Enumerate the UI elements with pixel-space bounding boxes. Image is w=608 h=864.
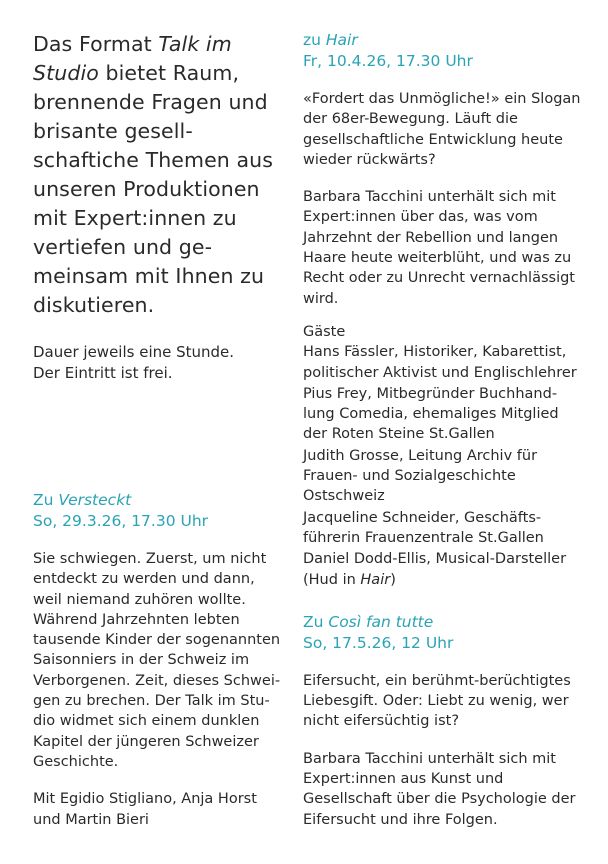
intro-body: bietet Raum, brennende Fragen und brisante gesellschaftiche Themen aus unseren Produktionen mit Expert:innen zu vertiefen und gemeinsam mit Ihnen zu diskutieren. [33, 61, 274, 317]
event-title-prefix: zu [303, 31, 326, 49]
intro-lead: Das Format [33, 32, 159, 56]
left-column [33, 30, 283, 830]
event-quote: «Fordert das Unmögliche!» ein Slogan der 68er-Bewegung. Läuft die gesellschaftliche Entwicklung heute wieder rückwärts? [303, 91, 581, 168]
guest-last-show: Hair [360, 571, 391, 588]
event-title-name: Versteckt [58, 491, 132, 509]
right-column [303, 30, 583, 830]
event-cosi [303, 612, 583, 830]
event-title-prefix: Zu [33, 491, 59, 509]
format-name: Talk im Studio [33, 32, 232, 85]
guest-item: Judith Grosse, Leitung Archiv für Frauen- und Sozialgeschichte Ostschweiz [303, 447, 538, 505]
intro-text [33, 30, 283, 320]
event-date: Fr, 10.4.26, 17.30 Uhr [303, 52, 473, 70]
event-date: So, 29.3.26, 17.30 Uhr [33, 512, 209, 530]
event-title [303, 30, 583, 51]
event-date: So, 17.5.26, 12 Uhr [303, 633, 454, 652]
guest-item: Hans Fässler, Historiker, Kabarettist, politischer Aktivist und Englischlehrer [303, 344, 577, 381]
event-hair [303, 30, 583, 590]
duration-info [33, 342, 283, 384]
guest-item: Pius Frey, Mitbegründer Buchhandlung Comedia, ehemaliges Mitglied der Roten Steine St.Gallen [303, 385, 559, 443]
event-quote: Eifersucht, ein berühmt-berüchtigtes Liebesgift. Oder: Liebt zu wenig, wer nicht eifersüchtig ist? [303, 672, 571, 730]
guest-item: Jacqueline Schneider, Geschäftsführerin Frauenzentrale St.Gallen [303, 509, 544, 546]
guests-label: Gäste [303, 323, 346, 340]
guest-last-text: Daniel Dodd-Ellis, Musical-Darsteller (Hud in [303, 551, 567, 588]
event-title-name: Hair [325, 31, 358, 49]
event-title [303, 612, 583, 633]
entry-text: Der Eintritt ist frei. [33, 364, 173, 382]
event-versteckt [33, 490, 283, 830]
event-participants: Mit Egidio Stigliano, Anja Horst und Martin Bieri [33, 791, 257, 828]
event-title-name: Così fan tutte [328, 612, 434, 631]
event-description: Barbara Tacchini unterhält sich mit Expert:innen aus Kunst und Gesellschaft über die Psychologie der Eifersucht und ihre Folgen. [303, 750, 576, 828]
duration-text: Dauer jeweils eine Stunde. [33, 343, 235, 361]
event-title-prefix: Zu [303, 612, 329, 631]
event-title [33, 490, 283, 511]
guest-item [303, 549, 583, 590]
guest-last-close: ) [390, 571, 396, 588]
event-description: Sie schwiegen. Zuerst, um nicht entdeckt zu werden und dann, weil niemand zuhören wollte. Während Jahrzehnten lebten tausende Kinder der sogenannten Saisonniers in der Schweiz im Verborgenen. Zeit, dieses Schweigen zu brechen. Der Talk im Studio widmet sich einem dunklen Kapitel der jüngeren Schweizer Geschichte. [33, 551, 281, 770]
event-description: Barbara Tacchini unterhält sich mit Expert:innen über das, was vom Jahrzehnt der Rebellion und langen Haare heute weiterblüht, und was zu Recht oder zu Unrecht vernachlässigt wird. [303, 189, 575, 307]
